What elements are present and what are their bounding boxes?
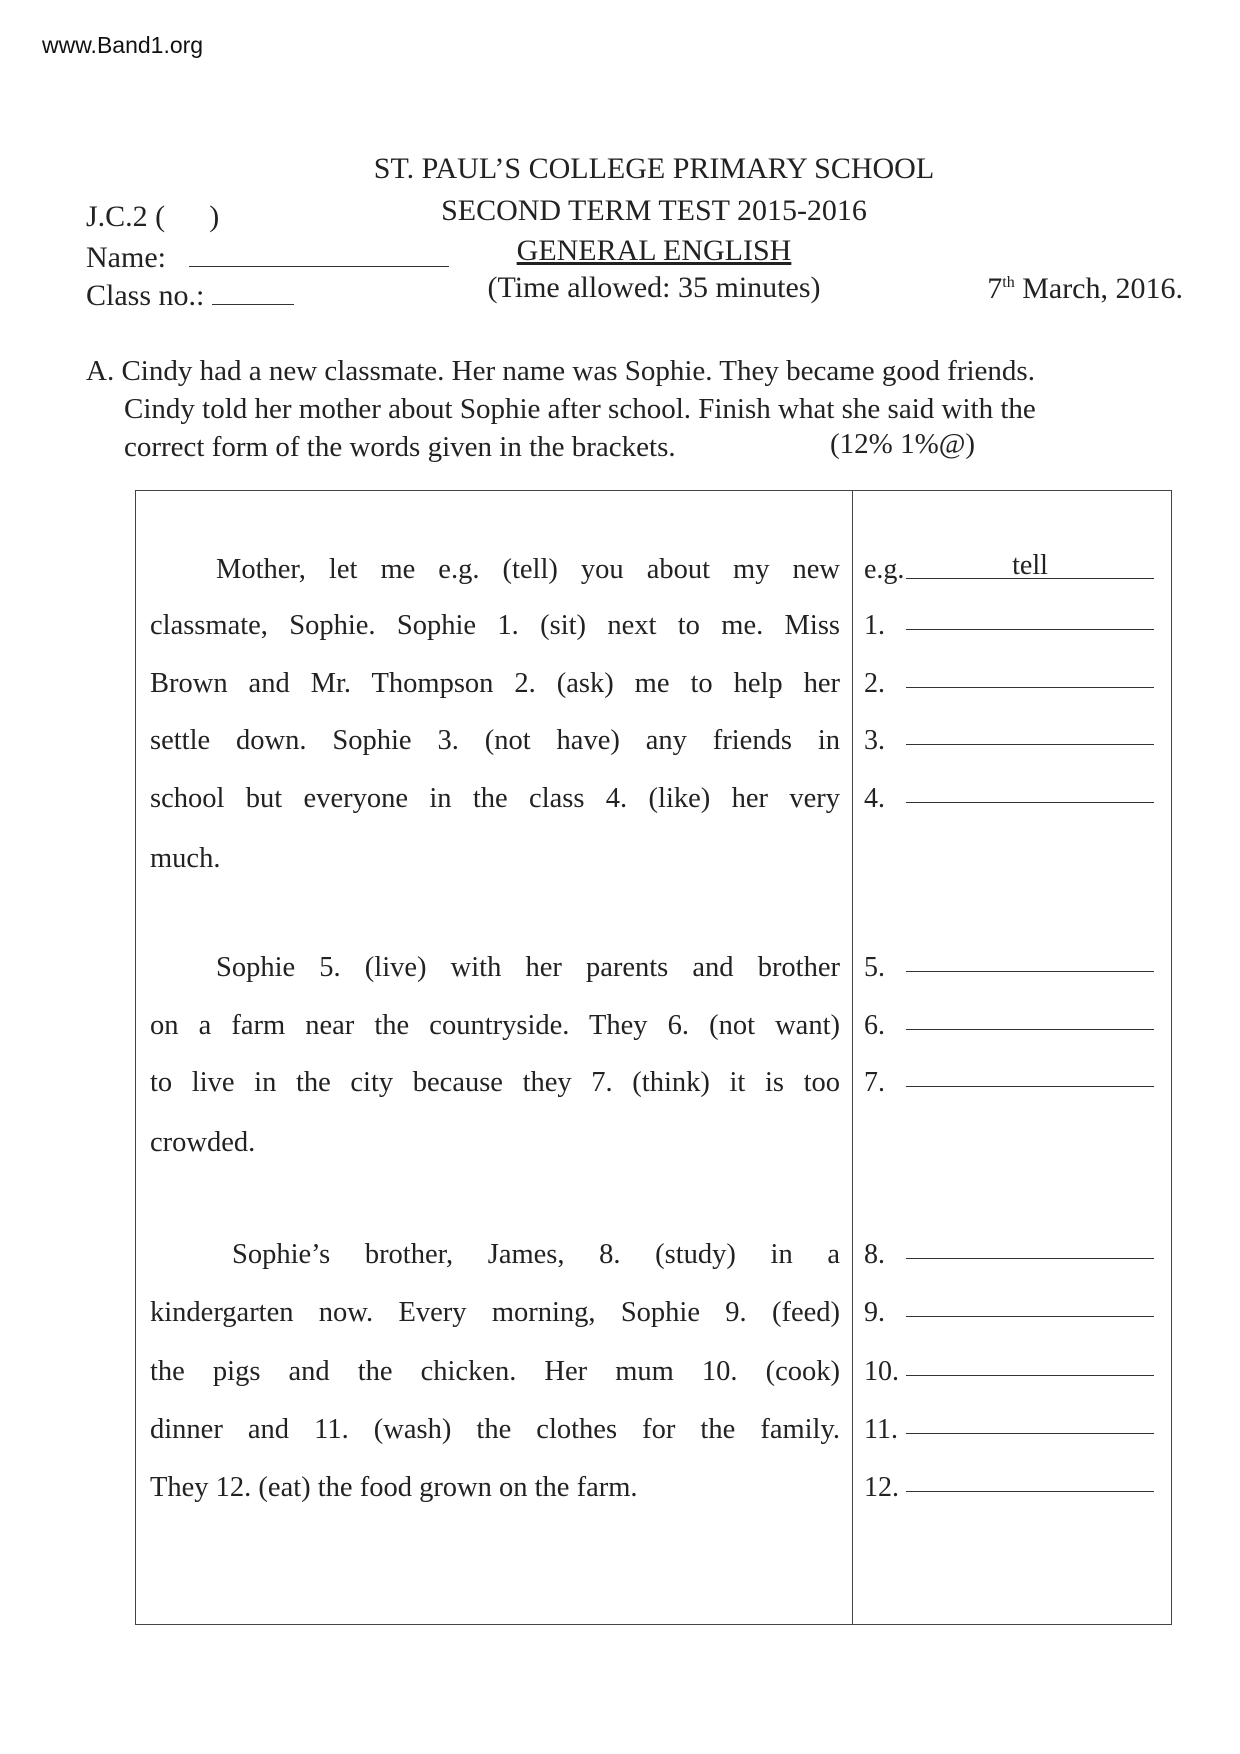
answer-number: 12. xyxy=(864,1472,899,1503)
answer-number: 9. xyxy=(864,1297,885,1328)
answer-row xyxy=(864,1067,1154,1099)
instructions-line-2: Cindy told her mother about Sophie after school. Finish what she said with the xyxy=(124,393,1036,425)
answer-number: 6. xyxy=(864,1010,885,1041)
name-label: Name: xyxy=(86,241,166,274)
instructions-line-3: correct form of the words given in the brackets. xyxy=(124,431,676,463)
name-blank[interactable] xyxy=(189,242,449,267)
date-day: 7 xyxy=(987,272,1003,305)
answer-row xyxy=(864,668,1154,700)
test-title: SECOND TERM TEST 2015-2016 xyxy=(441,194,867,227)
test-date xyxy=(987,266,1183,306)
subject-title: GENERAL ENGLISH xyxy=(516,234,792,267)
answer-row xyxy=(864,1010,1154,1042)
answer-blank[interactable] xyxy=(906,780,1154,803)
passage-line: much. xyxy=(150,843,221,874)
passage-line: Sophie 5. (live) with her parents and brother xyxy=(216,952,840,983)
time-allowed: (Time allowed: 35 minutes) xyxy=(487,271,821,304)
answer-blank[interactable] xyxy=(906,722,1154,745)
answer-number: 5. xyxy=(864,952,885,983)
classno-blank[interactable] xyxy=(212,280,294,305)
answer-blank[interactable] xyxy=(906,1007,1154,1030)
column-divider xyxy=(852,491,853,1624)
answer-number: 2. xyxy=(864,668,885,699)
answer-blank[interactable] xyxy=(906,607,1154,630)
answer-number: e.g. xyxy=(864,554,905,585)
classno-label: Class no.: xyxy=(86,279,205,312)
answer-number: 7. xyxy=(864,1067,885,1098)
answer-number: 1. xyxy=(864,610,885,641)
date-sup: th xyxy=(1002,274,1015,291)
answer-blank[interactable] xyxy=(906,1469,1154,1492)
passage-line: school but everyone in the class 4. (like) her very xyxy=(150,783,840,814)
passage-line: dinner and 11. (wash) the clothes for the family. xyxy=(150,1414,840,1445)
answer-row xyxy=(864,550,1154,586)
answer-number: 10. xyxy=(864,1356,899,1387)
name-field xyxy=(86,241,449,275)
answer-blank[interactable] xyxy=(906,665,1154,688)
passage-line: kindergarten now. Every morning, Sophie 9. (feed) xyxy=(150,1297,840,1328)
passage-line: classmate, Sophie. Sophie 1. (sit) next to me. Miss xyxy=(150,610,840,641)
class-field xyxy=(86,200,219,234)
classno-field xyxy=(86,279,294,313)
instructions-line-1: A. Cindy had a new classmate. Her name was Sophie. They became good friends. xyxy=(86,355,1035,387)
passage-line: Mother, let me e.g. (tell) you about my new xyxy=(216,554,840,585)
class-close: ) xyxy=(209,200,220,233)
answer-blank[interactable]: tell xyxy=(906,556,1154,579)
answer-row xyxy=(864,610,1154,642)
answer-row xyxy=(864,952,1154,984)
answer-blank[interactable] xyxy=(906,1353,1154,1376)
marks: (12% 1%@) xyxy=(830,428,976,460)
class-label: J.C.2 ( xyxy=(86,200,166,233)
answer-blank[interactable] xyxy=(906,1411,1154,1434)
answer-row xyxy=(864,1356,1154,1388)
answer-row xyxy=(864,1414,1154,1446)
passage-line: to live in the city because they 7. (think) it is too xyxy=(150,1067,840,1098)
passage-line: crowded. xyxy=(150,1127,256,1158)
answer-row xyxy=(864,1472,1154,1504)
watermark: www.Band1.org xyxy=(42,32,204,58)
passage-line: the pigs and the chicken. Her mum 10. (cook) xyxy=(150,1356,840,1387)
passage-line: settle down. Sophie 3. (not have) any friends in xyxy=(150,725,840,756)
answer-number: 3. xyxy=(864,725,885,756)
answer-row xyxy=(864,783,1154,815)
passage-line: They 12. (eat) the food grown on the farm. xyxy=(150,1472,638,1503)
answer-row xyxy=(864,725,1154,757)
answer-blank[interactable] xyxy=(906,1064,1154,1087)
passage-line: Brown and Mr. Thompson 2. (ask) me to help her xyxy=(150,668,840,699)
school-name: ST. PAUL’S COLLEGE PRIMARY SCHOOL xyxy=(373,152,935,185)
exercise-table xyxy=(135,490,1172,1625)
answer-number: 8. xyxy=(864,1239,885,1270)
answer-number: 4. xyxy=(864,783,885,814)
answer-blank[interactable] xyxy=(906,949,1154,972)
date-rest: March, 2016. xyxy=(1014,272,1183,305)
answer-blank[interactable] xyxy=(906,1294,1154,1317)
answer-row xyxy=(864,1239,1154,1271)
answer-number: 11. xyxy=(864,1414,898,1445)
answer-blank[interactable] xyxy=(906,1236,1154,1259)
passage-line: Sophie’s brother, James, 8. (study) in a xyxy=(232,1239,840,1270)
passage-line: on a farm near the countryside. They 6. (not want) xyxy=(150,1010,840,1041)
answer-row xyxy=(864,1297,1154,1329)
